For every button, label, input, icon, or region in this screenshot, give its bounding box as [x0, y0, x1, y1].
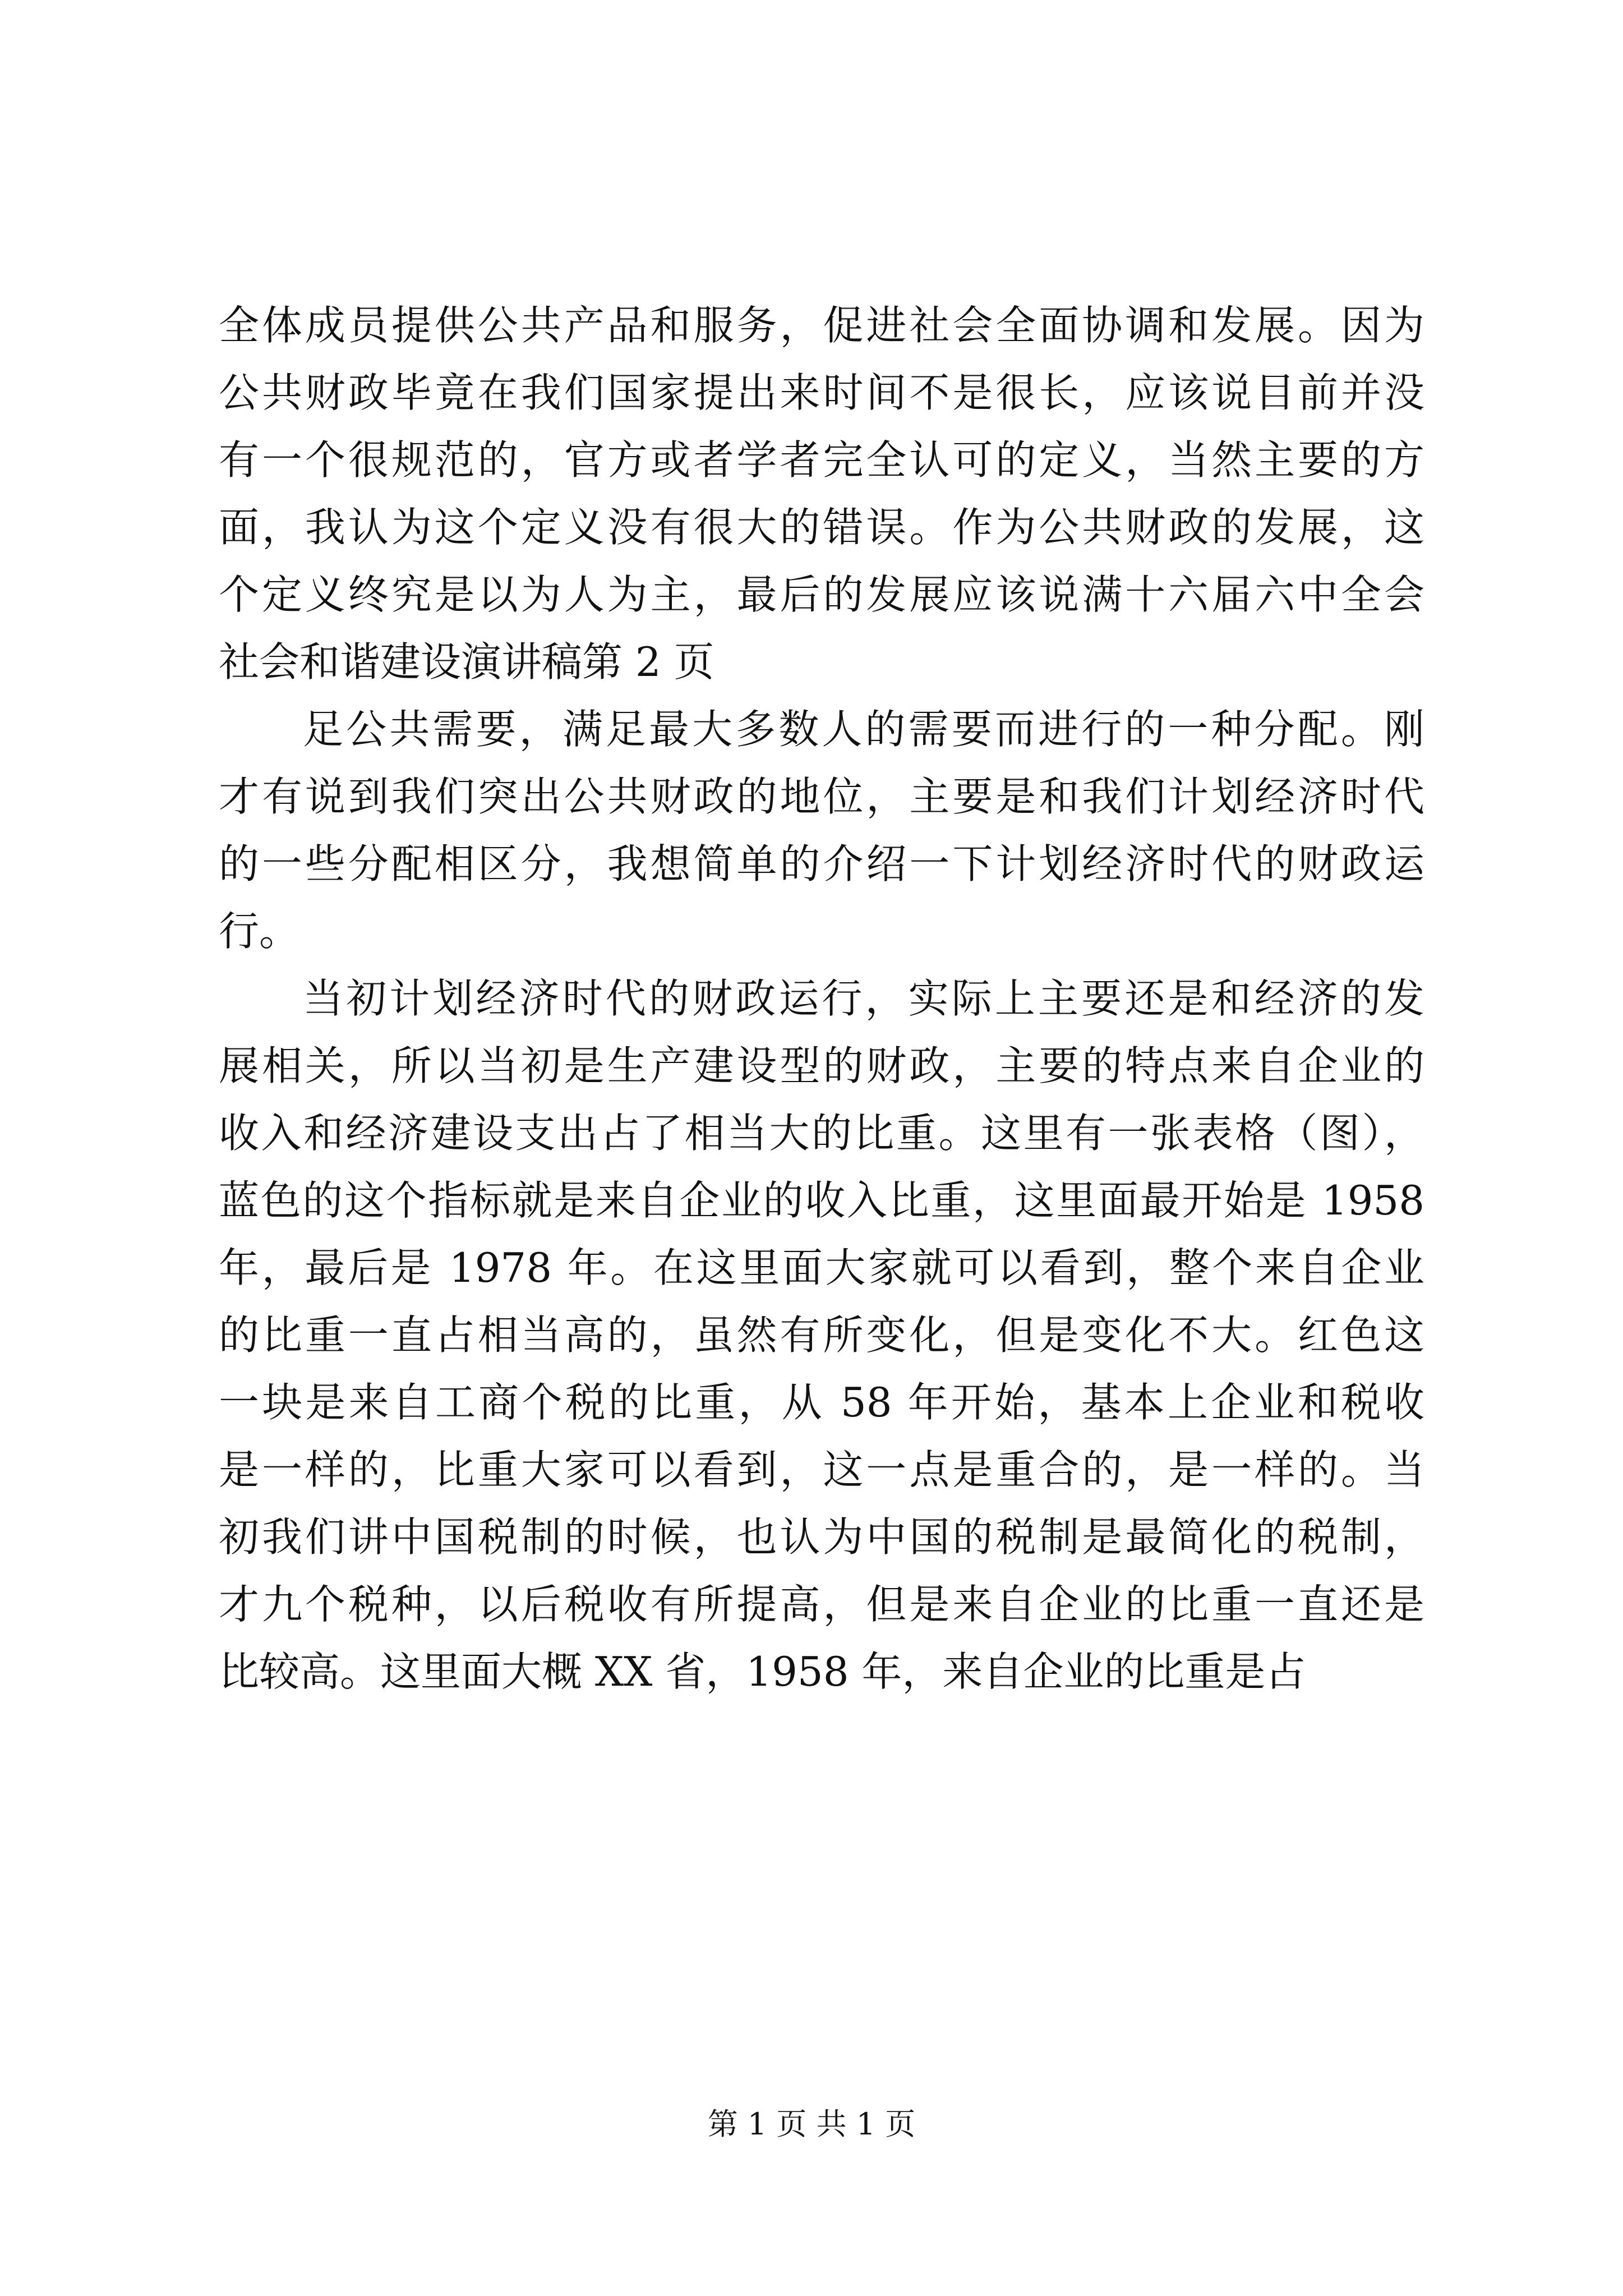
- paragraph-line: 一块是来自工商个税的比重，从 58 年开始，基本上企业和税收: [219, 1379, 1424, 1426]
- paragraph-line: 当初计划经济时代的财政运行，实际上主要还是和经济的发: [303, 975, 1424, 1022]
- paragraph-line: 行。: [219, 908, 300, 955]
- document-body: [219, 297, 1424, 1711]
- paragraph-line: 蓝色的这个指标就是来自企业的收入比重，这里面最开始是 1958: [219, 1177, 1424, 1224]
- paragraph-line: 有一个很规范的，官方或者学者完全认可的定义，当然主要的方: [219, 436, 1424, 484]
- paragraph-line: 个定义终究是以为人为主，最后的发展应该说满十六届六中全会: [219, 571, 1424, 618]
- paragraph-line: 足公共需要，满足最大多数人的需要而进行的一种分配。刚: [303, 706, 1424, 753]
- page-footer: 第 1 页 共 1 页: [707, 2106, 916, 2142]
- paragraph-line: 才有说到我们突出公共财政的地位，主要是和我们计划经济时代: [219, 773, 1424, 820]
- paragraph-line: 的一些分配相区分，我想简单的介绍一下计划经济时代的财政运: [219, 840, 1424, 887]
- paragraph-line: 社会和谐建设演讲稿第 2 页: [219, 638, 714, 685]
- paragraph-line: 公共财政毕竟在我们国家提出来时间不是很长，应该说目前并没: [219, 369, 1424, 416]
- paragraph-line: 才九个税种，以后税收有所提高，但是来自企业的比重一直还是: [219, 1581, 1424, 1628]
- paragraph-line: 全体成员提供公共产品和服务，促进社会全面协调和发展。因为: [219, 302, 1424, 349]
- paragraph-line: 收入和经济建设支出占了相当大的比重。这里有一张表格（图），: [219, 1110, 1424, 1157]
- paragraph-line: 的比重一直占相当高的，虽然有所变化，但是变化不大。红色这: [219, 1312, 1424, 1359]
- paragraph-line: 面，我认为这个定义没有很大的错误。作为公共财政的发展，这: [219, 504, 1424, 551]
- paragraph-line: 年，最后是 1978 年。在这里面大家就可以看到，整个来自企业: [219, 1244, 1424, 1291]
- paragraph-line: 是一样的，比重大家可以看到，这一点是重合的，是一样的。当: [219, 1446, 1424, 1493]
- paragraph-line: 展相关，所以当初是生产建设型的财政，主要的特点来自企业的: [219, 1042, 1424, 1089]
- paragraph-line: 比较高。这里面大概 XX 省，1958 年，来自企业的比重是占: [219, 1648, 1306, 1695]
- paragraph-line: 初我们讲中国税制的时候，也认为中国的税制是最简化的税制，: [219, 1513, 1424, 1561]
